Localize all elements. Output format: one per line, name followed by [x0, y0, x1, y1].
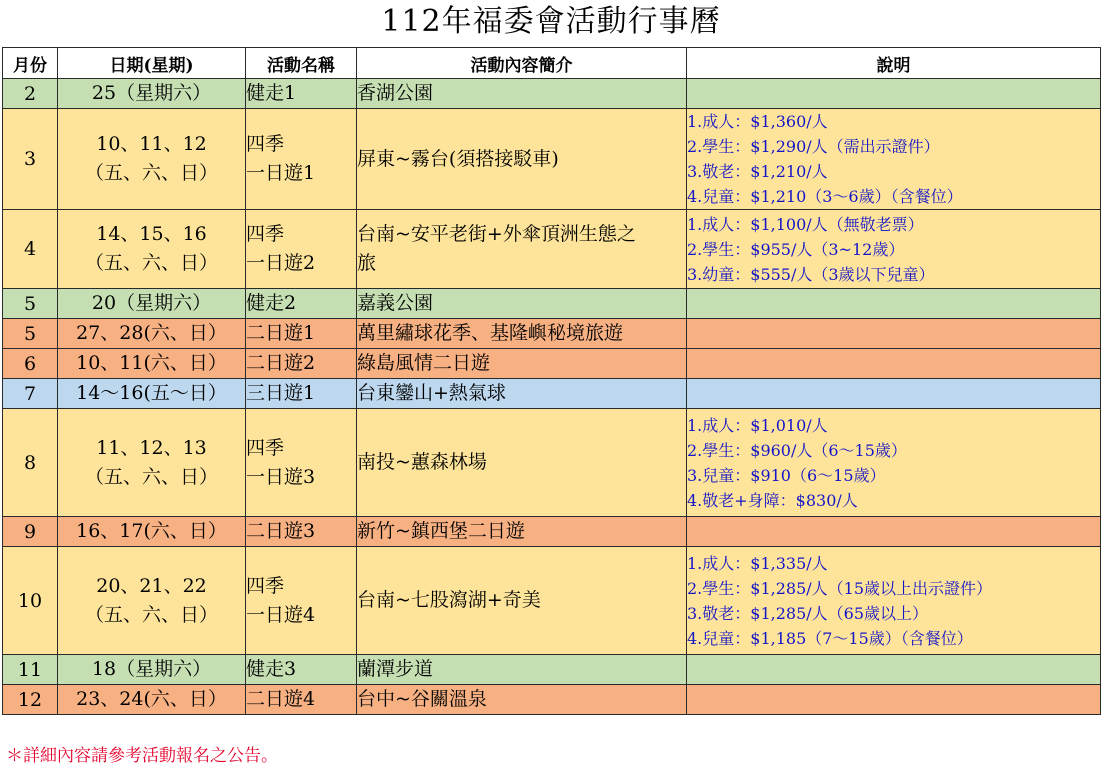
activity-name-cell-line: 一日遊1 [246, 162, 316, 184]
table-row [3, 517, 1101, 547]
activity-content-cell-line: 屏東~霧台(須搭接駁車) [357, 147, 559, 170]
activity-name-cell-line: 一日遊3 [246, 465, 316, 488]
description-cell [687, 379, 1101, 409]
description-cell-line: 4.兒童：$1,210（3～6歲）（含餐位） [687, 187, 963, 206]
activity-content-cell-line: 台中~谷關溫泉 [357, 688, 487, 710]
month-cell: 3 [3, 109, 58, 210]
date-cell-line: （五、六、日） [84, 603, 218, 626]
month-cell: 7 [3, 379, 58, 409]
date-cell-line: （五、六、日） [84, 252, 218, 274]
date-cell [58, 319, 246, 349]
header-activity-name: 活動名稱 [246, 48, 357, 79]
activity-name-cell-line: 二日遊2 [246, 352, 316, 374]
description-cell-line: 2.學生：$960/人（6～15歲） [687, 440, 907, 460]
description-cell-line: 2.學生：$1,290/人（需出示證件） [687, 137, 940, 156]
table-header-row [3, 48, 1101, 79]
activity-content-cell-line: 旅 [357, 252, 377, 274]
activity-content-cell [357, 685, 687, 715]
activity-name-cell-line: 健走2 [246, 292, 297, 314]
date-cell-line: 20、21、22 [96, 574, 207, 597]
date-cell [58, 379, 246, 409]
month-cell: 2 [3, 79, 58, 109]
table-row [3, 409, 1101, 517]
activity-name-cell-line: 一日遊4 [246, 603, 316, 626]
month-cell: 5 [3, 289, 58, 319]
month-cell: 11 [3, 655, 58, 685]
activity-name-cell [246, 685, 357, 715]
date-cell-line: 23、24(六、日） [76, 688, 227, 710]
description-cell-line: 1.成人：$1,100/人（無敬老票） [687, 214, 924, 234]
table-row [3, 210, 1101, 289]
activity-content-cell [357, 319, 687, 349]
activity-content-cell-line: 萬里繡球花季、基隆嶼秘境旅遊 [357, 322, 624, 344]
date-cell [58, 109, 246, 210]
page-title: 112年福委會活動行事曆 [381, 4, 721, 39]
activity-content-cell-line: 台東鑾山+熱氣球 [357, 382, 506, 404]
date-cell-line: 14～16(五～日） [76, 382, 227, 404]
header-activity-content: 活動內容簡介 [357, 48, 687, 79]
activity-name-cell-line: 二日遊1 [246, 322, 316, 344]
date-cell [58, 517, 246, 547]
activity-name-cell [246, 319, 357, 349]
activity-content-cell [357, 379, 687, 409]
description-cell-line: 3.兒童：$910（6～15歲） [687, 465, 886, 485]
activity-content-cell [357, 517, 687, 547]
description-cell [687, 349, 1101, 379]
activity-content-cell-line: 新竹~鎮西堡二日遊 [357, 520, 525, 542]
table-row [3, 379, 1101, 409]
activity-content-cell [357, 109, 687, 210]
date-cell [58, 289, 246, 319]
activity-content-cell-line: 南投~蕙森林場 [357, 451, 487, 473]
date-cell [58, 409, 246, 517]
activity-content-cell-line: 嘉義公園 [357, 292, 434, 314]
activity-name-cell [246, 655, 357, 685]
activity-content-cell-line: 台南~安平老街+外傘頂洲生態之 [357, 223, 636, 245]
description-cell [687, 547, 1101, 655]
activity-name-cell-line: 三日遊1 [246, 382, 316, 404]
date-cell [58, 547, 246, 655]
description-cell-line: 1.成人：$1,335/人 [687, 553, 828, 573]
activity-name-cell [246, 349, 357, 379]
date-cell-line: 14、15、16 [96, 223, 207, 245]
activity-content-cell [357, 349, 687, 379]
activity-content-cell-line: 香湖公園 [357, 82, 434, 104]
table-row [3, 319, 1101, 349]
date-cell-line: 16、17(六、日） [76, 520, 227, 542]
date-cell-line: 11、12、13 [96, 436, 207, 459]
description-cell-line: 2.學生：$955/人（3~12歲） [687, 239, 905, 259]
activity-name-cell [246, 210, 357, 289]
activity-name-cell-line: 二日遊3 [246, 520, 316, 542]
table-row [3, 349, 1101, 379]
description-cell-line: 3.敬老：$1,210/人 [687, 162, 828, 181]
description-cell [687, 655, 1101, 685]
table-row [3, 109, 1101, 210]
activity-content-cell [357, 655, 687, 685]
activity-name-cell-line: 四季 [246, 133, 285, 155]
activity-name-cell [246, 517, 357, 547]
description-cell-line: 3.敬老：$1,285/人（65歲以上） [687, 603, 929, 623]
description-cell [687, 210, 1101, 289]
description-cell [687, 685, 1101, 715]
activity-name-cell [246, 379, 357, 409]
month-cell: 4 [3, 210, 58, 289]
month-cell: 6 [3, 349, 58, 379]
month-cell: 10 [3, 547, 58, 655]
date-cell [58, 685, 246, 715]
activity-content-cell [357, 79, 687, 109]
activity-content-cell-line: 台南~七股瀉湖+奇美 [357, 589, 541, 611]
date-cell-line: 10、11、12 [96, 133, 207, 155]
date-cell-line: （五、六、日） [84, 465, 218, 488]
description-cell-line: 3.幼童：$555/人（3歲以下兒童） [687, 264, 935, 284]
activity-content-cell-line: 綠島風情二日遊 [357, 352, 491, 374]
date-cell-line: 20（星期六） [91, 292, 212, 314]
activity-content-cell [357, 547, 687, 655]
date-cell [58, 210, 246, 289]
activity-name-cell [246, 79, 357, 109]
activity-name-cell-line: 健走3 [246, 658, 297, 680]
activity-name-cell-line: 四季 [246, 436, 285, 459]
activity-name-cell-line: 四季 [246, 223, 285, 245]
description-cell-line: 4.兒童：$1,185（7～15歲）（含餐位） [687, 628, 973, 648]
description-cell-line: 1.成人：$1,010/人 [687, 415, 828, 435]
activity-calendar-table [2, 47, 1101, 715]
month-cell: 12 [3, 685, 58, 715]
activity-content-cell [357, 210, 687, 289]
date-cell-line: （五、六、日） [84, 162, 218, 184]
activity-content-cell-line: 蘭潭步道 [357, 658, 434, 680]
header-description: 說明 [687, 48, 1101, 79]
activity-content-cell [357, 289, 687, 319]
header-date: 日期(星期) [58, 48, 246, 79]
activity-name-cell [246, 409, 357, 517]
table-body [3, 79, 1101, 715]
description-cell-line: 1.成人：$1,360/人 [687, 112, 828, 131]
date-cell [58, 79, 246, 109]
description-cell [687, 409, 1101, 517]
description-cell-line: 4.敬老+身障：$830/人 [687, 490, 858, 510]
date-cell-line: 18（星期六） [91, 658, 212, 680]
activity-name-cell [246, 289, 357, 319]
month-cell: 8 [3, 409, 58, 517]
date-cell [58, 349, 246, 379]
description-cell [687, 289, 1101, 319]
activity-name-cell-line: 健走1 [246, 82, 297, 104]
activity-name-cell-line: 一日遊2 [246, 252, 316, 274]
month-cell: 5 [3, 319, 58, 349]
date-cell [58, 655, 246, 685]
activity-content-cell [357, 409, 687, 517]
table-row [3, 547, 1101, 655]
date-cell-line: 10、11(六、日） [76, 352, 227, 374]
activity-name-cell [246, 547, 357, 655]
footnote: ＊詳細內容請參考活動報名之公告。 [6, 746, 278, 766]
header-month: 月份 [3, 48, 58, 79]
table-row [3, 685, 1101, 715]
description-cell [687, 517, 1101, 547]
table-row [3, 289, 1101, 319]
description-cell-line: 2.學生：$1,285/人（15歲以上出示證件） [687, 578, 993, 598]
table-row [3, 79, 1101, 109]
month-cell: 9 [3, 517, 58, 547]
table-row [3, 655, 1101, 685]
description-cell [687, 319, 1101, 349]
date-cell-line: 27、28(六、日） [76, 322, 227, 344]
date-cell-line: 25（星期六） [91, 82, 212, 104]
activity-name-cell [246, 109, 357, 210]
activity-name-cell-line: 二日遊4 [246, 688, 316, 710]
activity-name-cell-line: 四季 [246, 574, 285, 597]
description-cell [687, 109, 1101, 210]
description-cell [687, 79, 1101, 109]
